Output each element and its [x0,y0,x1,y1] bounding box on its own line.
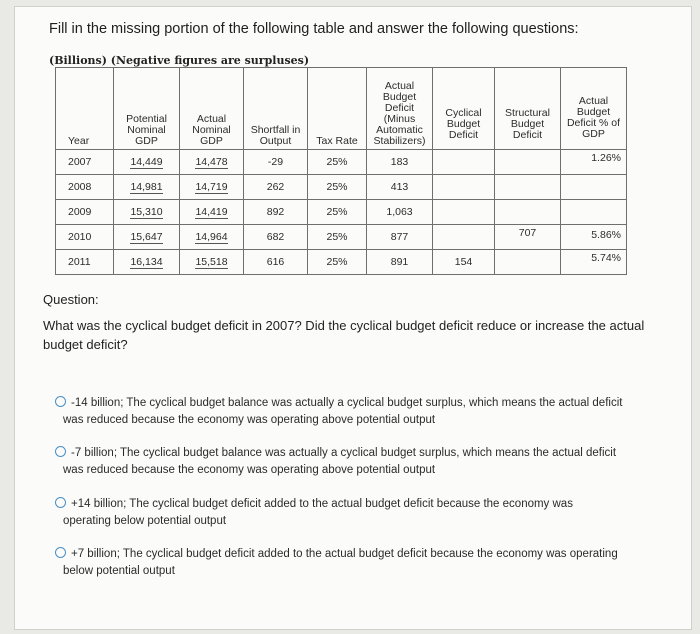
table-row [56,250,627,275]
cell-actual-gdp: 14,478 [180,150,244,175]
cell-deficit-pct[interactable] [561,175,627,200]
radio-button[interactable] [55,547,66,558]
answer-option-3[interactable] [55,496,660,530]
cell-structural[interactable] [495,200,561,225]
cell-actual-gdp: 14,964 [180,225,244,250]
cell-actual-budget: 877 [367,225,433,250]
answer-option-1[interactable] [55,395,660,429]
radio-button[interactable] [55,396,66,407]
cell-potential-gdp: 14,981 [114,175,180,200]
cell-structural: 707 [495,225,561,250]
cell-year: 2009 [56,200,114,225]
cell-tax-rate: 25% [308,225,367,250]
radio-button[interactable] [55,446,66,457]
cell-shortfall: 262 [244,175,308,200]
header-deficit-pct-gdp: Actual Budget Deficit % of GDP [561,68,627,150]
header-shortfall: Shortfall in Output [244,68,308,150]
cell-cyclical[interactable] [433,225,495,250]
cell-structural[interactable] [495,250,561,275]
table-header-row [56,68,627,150]
table-note: (Billions) (Negative figures are surpluses) [49,54,310,67]
table-row [56,225,627,250]
cell-cyclical: 154 [433,250,495,275]
option-text-line2: operating below potential output [63,515,227,527]
instruction-heading: Fill in the missing portion of the following table and answer the following questions: [49,21,579,37]
cell-tax-rate: 25% [308,150,367,175]
cell-potential-gdp: 14,449 [114,150,180,175]
cell-potential-gdp: 16,134 [114,250,180,275]
answer-option-2[interactable] [55,445,660,479]
option-text-line2: was reduced because the economy was operating above potential output [63,414,436,426]
header-potential-gdp: Potential Nominal GDP [114,68,180,150]
cell-actual-budget: 183 [367,150,433,175]
table-row [56,175,627,200]
option-text-line2: below potential output [63,565,175,577]
cell-deficit-pct[interactable] [561,200,627,225]
header-year: Year [56,68,114,150]
cell-deficit-pct: 1.26% [561,150,627,175]
cell-actual-budget: 413 [367,175,433,200]
cell-deficit-pct: 5.74% [561,250,627,275]
cell-tax-rate: 25% [308,175,367,200]
option-text-line1: -7 billion; The cyclical budget balance was actually a cyclical budget surplus, which means the actual deficit [71,447,617,459]
cell-year: 2007 [56,150,114,175]
option-text-line1: -14 billion; The cyclical budget balance was actually a cyclical budget surplus, which means the actual deficit [71,397,623,409]
cell-year: 2011 [56,250,114,275]
cell-deficit-pct: 5.86% [561,225,627,250]
cell-actual-budget: 891 [367,250,433,275]
option-text-line1: +7 billion; The cyclical budget deficit added to the actual budget deficit because the economy was operating [71,548,618,560]
question-text: What was the cyclical budget deficit in 2007? Did the cyclical budget deficit reduce or increase the actual budget deficit? [43,318,645,352]
header-cyclical-deficit: Cyclical Budget Deficit [433,68,495,150]
cell-tax-rate: 25% [308,250,367,275]
cell-cyclical[interactable] [433,200,495,225]
header-actual-budget-deficit: Actual Budget Deficit (Minus Automatic Stabilizers) [367,68,433,150]
cell-structural[interactable] [495,175,561,200]
table-row [56,200,627,225]
cell-tax-rate: 25% [308,200,367,225]
cell-actual-gdp: 14,719 [180,175,244,200]
radio-button[interactable] [55,497,66,508]
budget-table [55,67,627,275]
cell-cyclical[interactable] [433,150,495,175]
cell-actual-gdp: 14,419 [180,200,244,225]
option-text-line2: was reduced because the economy was operating above potential output [63,464,436,476]
cell-shortfall: 682 [244,225,308,250]
table-row [56,150,627,175]
cell-shortfall: 616 [244,250,308,275]
cell-cyclical[interactable] [433,175,495,200]
question-label: Question: [43,292,99,307]
header-actual-gdp: Actual Nominal GDP [180,68,244,150]
cell-shortfall: 892 [244,200,308,225]
cell-shortfall: -29 [244,150,308,175]
option-text-line1: +14 billion; The cyclical budget deficit added to the actual budget deficit because the economy was [71,498,573,510]
cell-structural[interactable] [495,150,561,175]
question-page [14,6,692,630]
cell-potential-gdp: 15,647 [114,225,180,250]
cell-year: 2008 [56,175,114,200]
header-structural-deficit: Structural Budget Deficit [495,68,561,150]
cell-actual-gdp: 15,518 [180,250,244,275]
cell-potential-gdp: 15,310 [114,200,180,225]
cell-year: 2010 [56,225,114,250]
cell-actual-budget: 1,063 [367,200,433,225]
header-tax-rate: Tax Rate [308,68,367,150]
answer-option-4[interactable] [55,546,660,580]
